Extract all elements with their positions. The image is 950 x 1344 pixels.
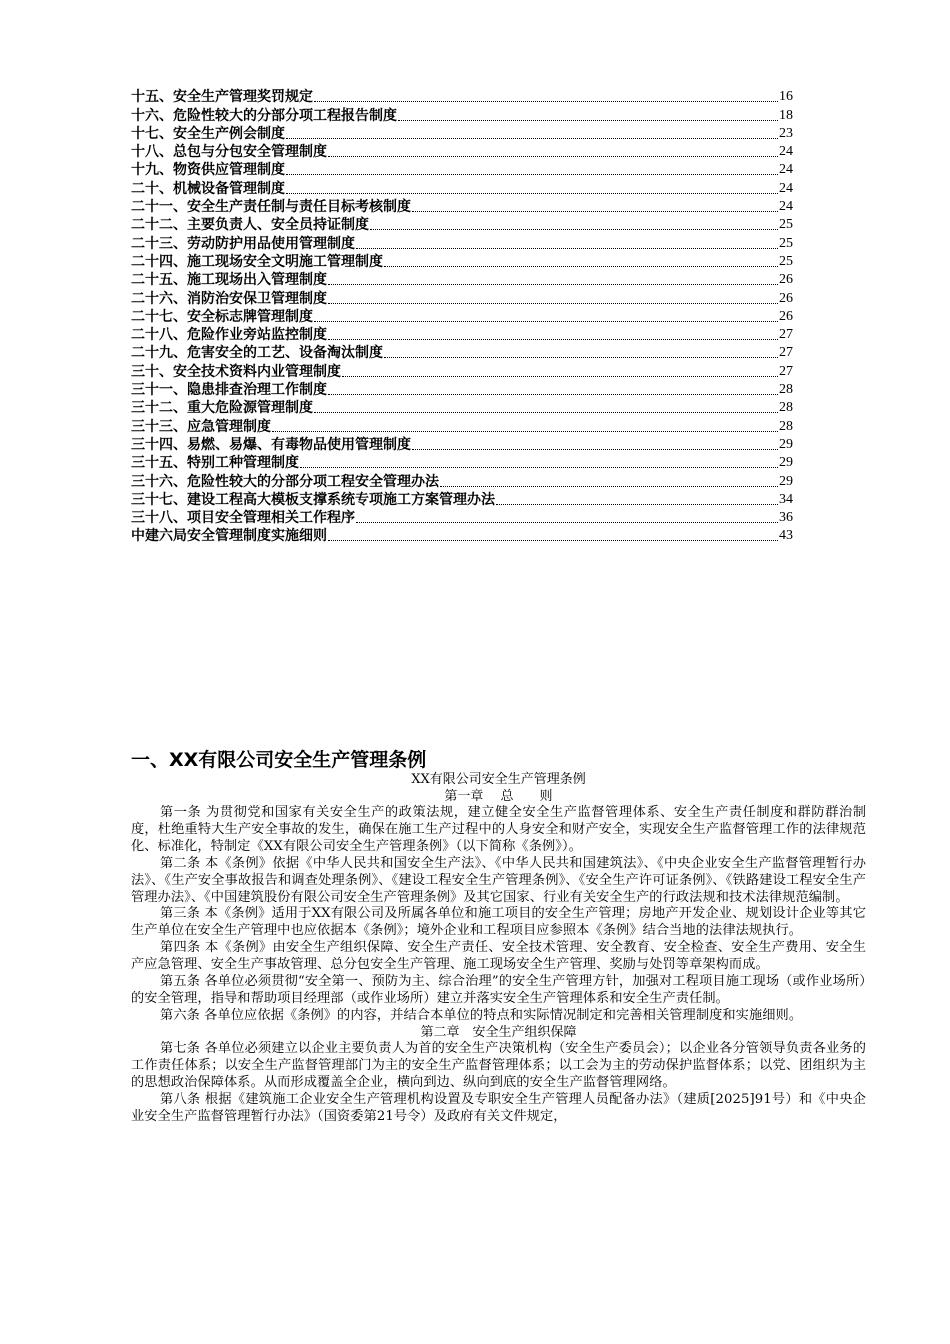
toc-entry-page: 26 [779, 272, 793, 288]
toc-leader-dots [272, 430, 778, 432]
toc-entry[interactable] [131, 326, 793, 344]
toc-entry-title: 三十八、项目安全管理相关工作程序 [131, 510, 355, 527]
toc-leader-dots [328, 283, 778, 285]
toc-leader-dots [328, 302, 778, 304]
toc-leader-dots [286, 192, 778, 194]
toc-entry-title: 二十二、主要负责人、安全员持证制度 [131, 217, 369, 234]
article-paragraph: 第五条 各单位必须贯彻“安全第一、预防为主、综合治理”的安全生产管理方针，加强对工程项目施工现场（或作业场所）的安全管理，指导和帮助项目经理部（或作业场所）建立并落实安全生产管理体系和安全生产责任制。 [131, 974, 866, 1006]
toc-entry[interactable] [131, 527, 793, 545]
toc-entry[interactable] [131, 289, 793, 307]
toc-entry-page: 18 [779, 107, 793, 123]
toc-entry[interactable] [131, 253, 793, 271]
toc-entry-title: 十五、安全生产管理奖罚规定 [131, 89, 313, 106]
toc-entry-title: 中建六局安全管理制度实施细则 [131, 528, 327, 545]
toc-entry[interactable] [131, 143, 793, 161]
toc-entry-page: 43 [779, 528, 793, 544]
toc-leader-dots [286, 137, 778, 139]
toc-entry-title: 十六、危险性较大的分部分项工程报告制度 [131, 107, 397, 124]
toc-entry-title: 三十四、易燃、易爆、有毒物品使用管理制度 [131, 436, 411, 453]
toc-leader-dots [356, 521, 778, 523]
toc-entry-page: 23 [779, 125, 793, 141]
toc-leader-dots [412, 210, 778, 212]
toc-entry[interactable] [131, 271, 793, 289]
toc-entry-page: 29 [779, 473, 793, 489]
article-paragraph: 第七条 各单位必须建立以企业主要负责人为首的安全生产决策机构（安全生产委员会）；以企业各分管领导负责各业务的工作责任体系；以安全生产监督管理部门为主的安全生产监督管理体系；以工会为主的劳动保护监督体系；以党、团组织为主的思想政治保障体系。从而形成覆盖全企业，横向到边、纵向到底的安全生产监督管理网络。 [131, 1041, 866, 1091]
toc-entry[interactable] [131, 106, 793, 124]
toc-entry[interactable] [131, 509, 793, 527]
toc-entry[interactable] [131, 234, 793, 252]
article-paragraph: 第一条 为贯彻党和国家有关安全生产的政策法规，建立健全安全生产监督管理体系、安全生产责任制度和群防群治制度，杜绝重特大生产安全事故的发生，确保在施工生产过程中的人身安全和财产安全，实现安全生产监督管理工作的法律规范化、标准化，特制定《XX有限公司安全生产管理条例》（以下简称《条例》）。 [131, 805, 866, 854]
toc-entry[interactable] [131, 436, 793, 454]
toc-entry-title: 三十一、隐患排查治理工作制度 [131, 382, 327, 399]
toc-entry-page: 36 [779, 510, 793, 526]
toc-entry-page: 16 [779, 89, 793, 105]
toc-entry-page: 27 [779, 345, 793, 361]
table-of-contents [131, 88, 793, 545]
toc-entry-page: 24 [779, 199, 793, 215]
toc-leader-dots [342, 375, 778, 377]
toc-entry[interactable] [131, 161, 793, 179]
toc-entry-page: 27 [779, 363, 793, 379]
toc-entry-page: 28 [779, 418, 793, 434]
toc-leader-dots [384, 265, 778, 267]
toc-entry-title: 二十五、施工现场出入管理制度 [131, 272, 327, 289]
toc-leader-dots [314, 100, 778, 102]
toc-leader-dots [398, 119, 778, 121]
toc-leader-dots [328, 155, 778, 157]
article-paragraph: 第二条 本《条例》依据《中华人民共和国安全生产法》、《中华人民共和国建筑法》、《中央企业安全生产监督管理暂行办法》、《生产安全事故报告和调查处理条例》、《建设工程安全生产管理条例》、《安全生产许可证条例》、《铁路建设工程安全生产管理办法》、《中国建筑股份有限公司安全生产管理条例》及其它国家、行业有关安全生产的行政法规和技术法律规范编制。 [131, 855, 866, 905]
toc-entry-title: 二十、机械设备管理制度 [131, 180, 285, 197]
document-subtitle: XX有限公司安全生产管理条例 [411, 772, 586, 787]
toc-entry[interactable] [131, 88, 793, 106]
toc-entry-page: 28 [779, 400, 793, 416]
toc-entry-page: 29 [779, 455, 793, 471]
toc-entry[interactable] [131, 381, 793, 399]
toc-entry-page: 24 [779, 144, 793, 160]
section-heading: 一、XX有限公司安全生产管理条例 [131, 749, 427, 771]
toc-entry-page: 34 [779, 491, 793, 507]
toc-leader-dots [328, 338, 778, 340]
toc-leader-dots [412, 448, 778, 450]
article-paragraph: 第三条 本《条例》适用于XX有限公司及所属各单位和施工项目的安全生产管理；房地产开发企业、规划设计企业等其它生产单位在安全生产管理中也应依据本《条例》；境外企业和工程项目应参照本《条例》结合当地的法律法规执行。 [131, 906, 866, 939]
regulation-section [131, 748, 866, 1126]
toc-entry-page: 26 [779, 308, 793, 324]
toc-leader-dots [328, 393, 778, 395]
toc-leader-dots [314, 411, 778, 413]
toc-entry[interactable] [131, 362, 793, 380]
toc-leader-dots [496, 503, 778, 505]
toc-entry-title: 三十五、特别工种管理制度 [131, 455, 299, 472]
article-paragraph: 第四条 本《条例》由安全生产组织保障、安全生产责任、安全技术管理、安全教育、安全检查、安全生产费用、安全生产应急管理、安全生产事故管理、总分包安全生产管理、施工现场安全生产管理、奖励与处罚等章架构而成。 [131, 940, 866, 973]
toc-entry-page: 25 [779, 217, 793, 233]
chapter-title: 第一章 总 则 [444, 788, 553, 804]
toc-entry-page: 24 [779, 162, 793, 178]
toc-leader-dots [314, 320, 778, 322]
toc-entry-title: 二十四、施工现场安全文明施工管理制度 [131, 253, 383, 270]
toc-entry-title: 二十六、消防治安保卫管理制度 [131, 290, 327, 307]
toc-entry[interactable] [131, 344, 793, 362]
toc-entry-title: 二十九、危害安全的工艺、设备淘汰制度 [131, 345, 383, 362]
toc-entry-title: 三十六、危险性较大的分部分项工程安全管理办法 [131, 473, 439, 490]
toc-entry-page: 28 [779, 382, 793, 398]
toc-entry-title: 三十、安全技术资料内业管理制度 [131, 363, 341, 380]
toc-entry-page: 29 [779, 436, 793, 452]
toc-entry-title: 二十七、安全标志牌管理制度 [131, 308, 313, 325]
toc-entry-page: 27 [779, 327, 793, 343]
toc-leader-dots [328, 539, 778, 541]
toc-entry-page: 26 [779, 290, 793, 306]
toc-entry[interactable] [131, 454, 793, 472]
toc-entry-title: 十九、物资供应管理制度 [131, 162, 285, 179]
toc-entry[interactable] [131, 308, 793, 326]
toc-entry-page: 24 [779, 180, 793, 196]
toc-leader-dots [300, 466, 778, 468]
toc-entry[interactable] [131, 216, 793, 234]
toc-entry[interactable] [131, 399, 793, 417]
toc-entry[interactable] [131, 125, 793, 143]
toc-leader-dots [440, 485, 778, 487]
toc-entry-title: 二十一、安全生产责任制与责任目标考核制度 [131, 199, 411, 216]
toc-entry[interactable] [131, 198, 793, 216]
toc-entry[interactable] [131, 491, 793, 509]
toc-entry-title: 三十七、建设工程高大模板支撑系统专项施工方案管理办法 [131, 491, 495, 508]
toc-entry-title: 三十三、应急管理制度 [131, 418, 271, 435]
toc-leader-dots [286, 173, 778, 175]
toc-entry-title: 二十八、危险作业旁站监控制度 [131, 327, 327, 344]
chapter-title: 第二章 安全生产组织保障 [420, 1024, 577, 1040]
toc-entry-title: 二十三、劳动防护用品使用管理制度 [131, 235, 355, 252]
article-paragraph: 第六条 各单位应依据《条例》的内容，并结合本单位的特点和实际情况制定和完善相关管理制度和实施细则。 [160, 1007, 803, 1023]
article-paragraph: 第八条 根据《建筑施工企业安全生产管理机构设置及专职安全生产管理人员配备办法》（建质[2025]91号）和《中央企业安全生产监督管理暂行办法》（国资委第21号令）及政府有关文件规定， [131, 1092, 866, 1124]
toc-entry[interactable] [131, 179, 793, 197]
toc-entry-page: 25 [779, 253, 793, 269]
toc-entry-page: 25 [779, 235, 793, 251]
toc-entry-title: 三十二、重大危险源管理制度 [131, 400, 313, 417]
toc-entry-title: 十七、安全生产例会制度 [131, 125, 285, 142]
toc-leader-dots [370, 228, 778, 230]
toc-leader-dots [384, 356, 778, 358]
toc-entry-title: 十八、总包与分包安全管理制度 [131, 144, 327, 161]
toc-leader-dots [356, 247, 778, 249]
toc-entry[interactable] [131, 472, 793, 490]
toc-entry[interactable] [131, 417, 793, 435]
